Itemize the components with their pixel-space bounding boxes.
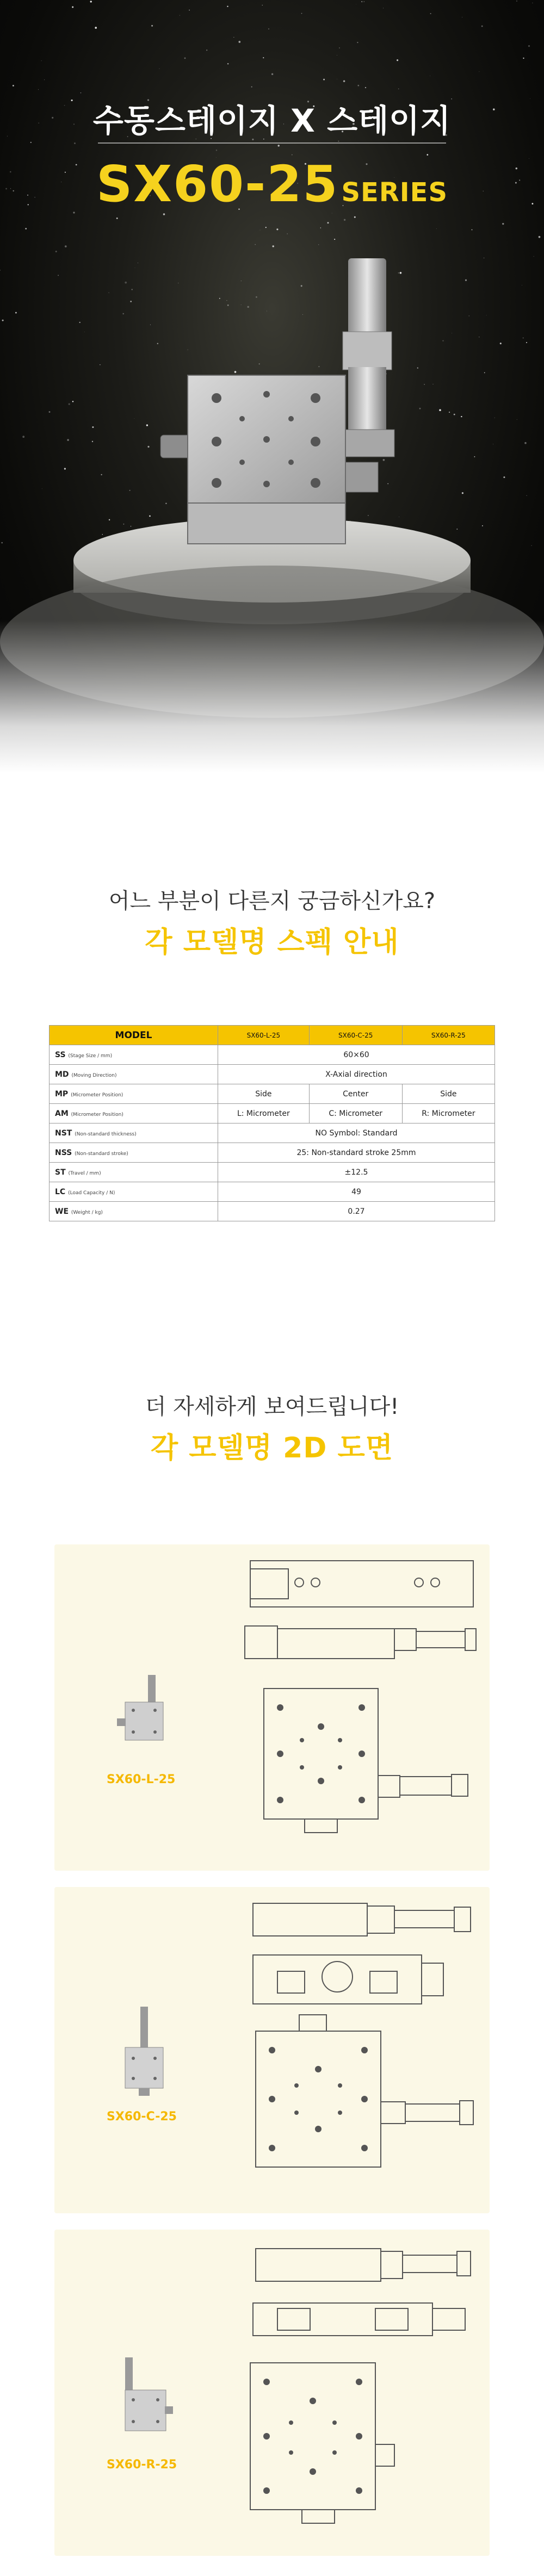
table-row (50, 1104, 495, 1123)
row-value: 60×60 (218, 1045, 495, 1065)
hero-model: SX60-25 (96, 155, 339, 213)
table-row (50, 1084, 495, 1104)
row-value: C: Micrometer (309, 1104, 402, 1123)
row-value: X-Axial direction (218, 1065, 495, 1084)
hero-title: 수동스테이지 X 스테이지 (92, 102, 452, 139)
row-label: NSS (Non-standard stroke) (50, 1143, 218, 1163)
row-value: 0.27 (218, 1202, 495, 1221)
table-row (50, 1182, 495, 1202)
drawing-panel-c (54, 1887, 490, 2213)
drawing-heading: 각 모델명 2D 도면 (150, 1432, 394, 1464)
row-label: WE (Weight / kg) (50, 1202, 218, 1221)
panel-label: SX60-C-25 (107, 2110, 177, 2124)
panel-label: SX60-R-25 (107, 2458, 177, 2472)
table-row (50, 1143, 495, 1163)
spec-table (49, 1025, 495, 1221)
drawing-question: 더 자세하게 보여드립니다! (145, 1394, 399, 1419)
row-value: 49 (218, 1182, 495, 1202)
row-label: SS (Stage Size / mm) (50, 1045, 218, 1065)
table-row (50, 1045, 495, 1065)
panel-label: SX60-L-25 (107, 1773, 176, 1786)
row-value: Side (402, 1084, 494, 1104)
drawing-panel-r (54, 2230, 490, 2556)
table-row (50, 1123, 495, 1143)
hero-series-suffix: SERIES (341, 177, 448, 208)
2d-drawing (239, 2238, 479, 2548)
row-label: LC (Load Capacity / N) (50, 1182, 218, 1202)
spec-header-sx60-l: SX60-L-25 (218, 1026, 310, 1045)
row-value: Side (218, 1084, 310, 1104)
table-row (50, 1065, 495, 1084)
hero-banner (0, 0, 544, 772)
spec-header-sx60-r: SX60-R-25 (402, 1026, 494, 1045)
row-value: Center (309, 1084, 402, 1104)
row-value: R: Micrometer (402, 1104, 494, 1123)
row-label: AM (Micrometer Position) (50, 1104, 218, 1123)
hero-divider (98, 142, 446, 144)
table-row (50, 1163, 495, 1182)
spec-header-sx60-c: SX60-C-25 (309, 1026, 402, 1045)
row-value: ±12.5 (218, 1163, 495, 1182)
table-row (50, 1202, 495, 1221)
spec-heading: 각 모델명 스펙 안내 (145, 926, 399, 959)
thumbnail-image (114, 1675, 174, 1751)
drawing-panel-l (54, 1544, 490, 1871)
2d-drawing (239, 1553, 479, 1863)
row-value: 25: Non-standard stroke 25mm (218, 1143, 495, 1163)
row-value: NO Symbol: Standard (218, 1123, 495, 1143)
spec-table-header (50, 1026, 495, 1045)
spec-question: 어느 부분이 다른지 궁금하신가요? (108, 889, 436, 914)
row-label: NST (Non-standard thickness) (50, 1123, 218, 1143)
spec-header-model: MODEL (50, 1026, 218, 1045)
thumbnail-image (117, 2007, 171, 2099)
row-label: ST (Travel / mm) (50, 1163, 218, 1182)
hero-series-title (0, 155, 544, 213)
thumbnail-image (114, 2357, 174, 2439)
row-value: L: Micrometer (218, 1104, 310, 1123)
hero-fade (0, 620, 544, 772)
2d-drawing (245, 1895, 479, 2205)
row-label: MP (Micrometer Position) (50, 1084, 218, 1104)
row-label: MD (Moving Direction) (50, 1065, 218, 1084)
